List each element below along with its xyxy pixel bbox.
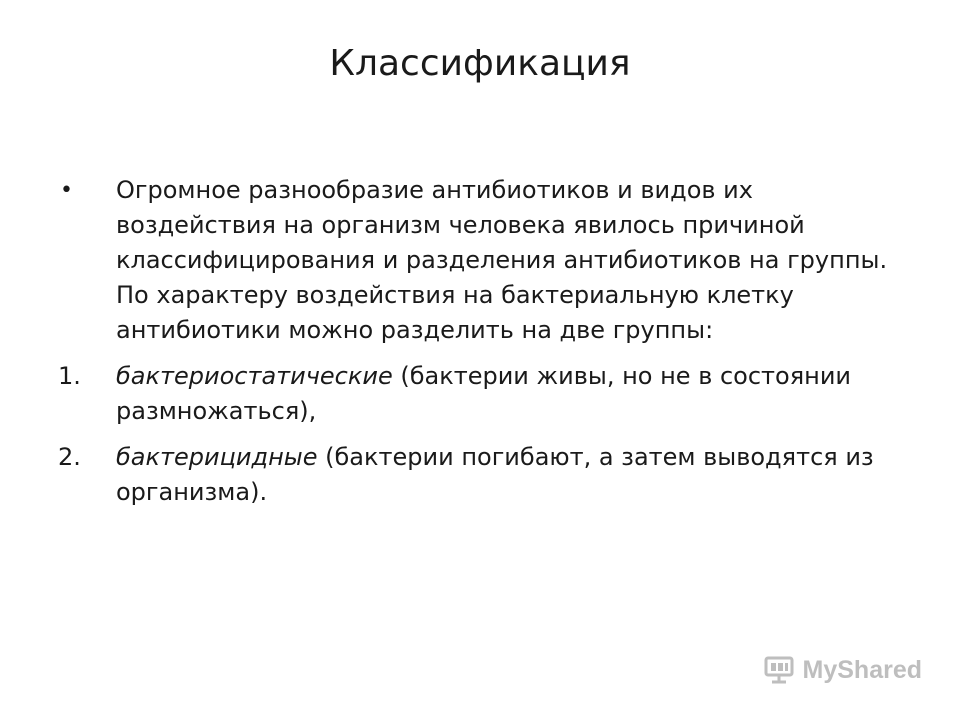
watermark bbox=[763, 655, 922, 685]
intro-paragraph bbox=[58, 173, 908, 348]
presentation-board-icon bbox=[763, 655, 797, 685]
slide-title: Классификация bbox=[329, 43, 631, 84]
slide-body bbox=[58, 173, 908, 521]
list-term: бактерицидные bbox=[116, 443, 318, 471]
list-description: (бактерии погибают, а затем выводятся из организма). bbox=[116, 443, 874, 506]
list-item bbox=[58, 440, 908, 510]
list-number: 2. bbox=[58, 443, 81, 471]
intro-text: Огромное разнообразие антибиотиков и видов их воздействия на организм человека явилось причиной классифицирования и разделения антибиотиков на группы. По характеру воздействия на бактериальную клетку антибиотики можно разделить на две группы: bbox=[116, 176, 888, 344]
bullet-marker: • bbox=[60, 178, 73, 203]
list-number: 1. bbox=[58, 362, 81, 390]
list-term: бактериостатические bbox=[116, 362, 393, 390]
list-item bbox=[58, 359, 908, 429]
watermark-text: MyShared bbox=[802, 655, 922, 684]
list-description: (бактерии живы, но не в состоянии размножаться), bbox=[116, 362, 852, 425]
